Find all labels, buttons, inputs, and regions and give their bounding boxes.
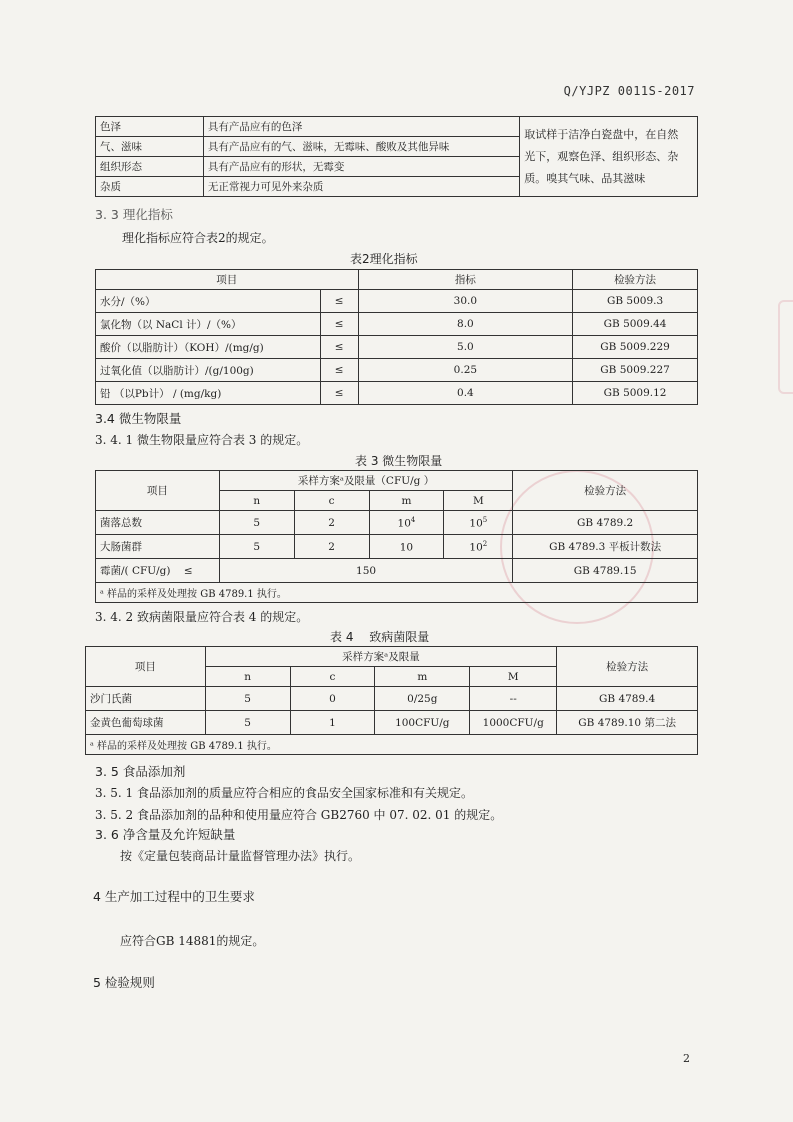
method-line: 质。嗅其气味、品其滋味 (524, 171, 646, 185)
table-cell: ≤ (320, 313, 358, 336)
table-cell: ≤ (320, 290, 358, 313)
mold-label: 霉菌/( CFU/g) (100, 565, 171, 577)
table-cell: 100CFU/g (375, 711, 470, 735)
table-cell: 氯化物（以 NaCl 计）/（%） (96, 313, 321, 336)
sensory-method-cell (520, 117, 698, 197)
header-cell: 项目 (96, 270, 359, 290)
table-note: ᵃ 样品的采样及处理按 GB 4789.1 执行。 (96, 583, 698, 603)
value-exponent: 4 (410, 515, 416, 524)
table-cell: 大肠菌群 (96, 535, 220, 559)
table-cell: 无正常视力可见外来杂质 (203, 177, 519, 197)
header-cell: 检验方法 (513, 471, 698, 511)
table4-pathogen (85, 646, 698, 755)
table-cell: 30.0 (358, 290, 573, 313)
table-header-row (86, 647, 698, 667)
table-row (96, 559, 698, 583)
table-row (86, 711, 698, 735)
header-cell: 采样方案ᵃ及限量 (205, 647, 556, 667)
table-cell: 过氧化值（以脂肪计）/(g/100g) (96, 359, 321, 382)
section-3-4-1-text: 3. 4. 1 微生物限量应符合表 3 的规定。 (95, 433, 309, 447)
table-cell: 1 (290, 711, 375, 735)
table-cell (96, 559, 220, 583)
table-cell: 0.4 (358, 382, 573, 405)
table-cell: 铅 （以Pb计） / (mg/kg) (96, 382, 321, 405)
section-3-5-2-text: 3. 5. 2 食品添加剂的品种和使用量应符合 GB2760 中 07. 02. 01 的规定。 (95, 808, 503, 822)
table-cell: 5 (205, 687, 290, 711)
value-base: 10 (469, 517, 483, 530)
table-cell: GB 5009.3 (573, 290, 698, 313)
table-cell: 水分/（%） (96, 290, 321, 313)
table-row (96, 313, 698, 336)
header-cell: M (470, 667, 557, 687)
table-cell: 组织形态 (96, 157, 204, 177)
table-cell: 5 (219, 511, 294, 535)
value-base: 10 (399, 541, 414, 554)
edge-seal-stamp (778, 300, 793, 394)
section-5-title: 5 检验规则 (93, 975, 155, 990)
table-cell: 金黄色葡萄球菌 (86, 711, 206, 735)
table-cell: GB 5009.229 (573, 336, 698, 359)
table-note-row (86, 735, 698, 755)
section-4-text: 应符合GB 14881的规定。 (120, 934, 265, 948)
table-cell (369, 535, 444, 559)
table-cell: 气、滋味 (96, 137, 204, 157)
table-cell: ≤ (320, 359, 358, 382)
table-cell: 2 (294, 511, 369, 535)
table-cell: 150 (219, 559, 512, 583)
table-cell: 1000CFU/g (470, 711, 557, 735)
header-cell: 检验方法 (573, 270, 698, 290)
header-cell: 指标 (358, 270, 573, 290)
header-cell: c (294, 491, 369, 511)
table-row (96, 117, 698, 137)
table-note: ᵃ 样品的采样及处理按 GB 4789.1 执行。 (86, 735, 698, 755)
table-cell (444, 511, 513, 535)
table-cell: 0 (290, 687, 375, 711)
value-exponent: 2 (482, 539, 488, 548)
table-cell: GB 4789.4 (557, 687, 698, 711)
header-cell: c (290, 667, 375, 687)
table-cell (369, 511, 444, 535)
table-cell: 具有产品应有的气、滋味，无霉味、酸败及其他异味 (203, 137, 519, 157)
table-cell: 8.0 (358, 313, 573, 336)
table-header-row (96, 270, 698, 290)
table-row (96, 535, 698, 559)
header-cell: 采样方案ᵃ及限量（CFU/g ） (219, 471, 512, 491)
table-cell: GB 5009.12 (573, 382, 698, 405)
method-line: 取试样于洁净白瓷盘中，在自然 (524, 127, 679, 141)
method-line: 光下，观察色泽、组织形态、杂 (524, 149, 679, 163)
table-cell: 酸价（以脂肪计）（KOH）/(mg/g) (96, 336, 321, 359)
table-cell: 具有产品应有的形状，无霉变 (203, 157, 519, 177)
table-cell: GB 5009.44 (573, 313, 698, 336)
section-3-3-text: 理化指标应符合表2的规定。 (122, 231, 274, 245)
table-cell (444, 535, 513, 559)
table-cell: 2 (294, 535, 369, 559)
table-row (96, 382, 698, 405)
section-4-title: 4 生产加工过程中的卫生要求 (93, 889, 255, 904)
table-cell: ≤ (320, 382, 358, 405)
table-cell: 0.25 (358, 359, 573, 382)
table-row (96, 290, 698, 313)
table-cell: 沙门氏菌 (86, 687, 206, 711)
section-3-4-2-text: 3. 4. 2 致病菌限量应符合表 4 的规定。 (95, 610, 309, 624)
table-cell: GB 4789.3 平板计数法 (513, 535, 698, 559)
header-cell: 项目 (96, 471, 220, 511)
page-number: 2 (683, 1052, 690, 1065)
header-cell: M (444, 491, 513, 511)
table3-caption: 表 3 微生物限量 (355, 454, 443, 468)
table-cell: 5.0 (358, 336, 573, 359)
value-exponent: 5 (482, 515, 488, 524)
header-cell: 检验方法 (557, 647, 698, 687)
table-row (96, 511, 698, 535)
header-cell: n (205, 667, 290, 687)
table-cell: 杂质 (96, 177, 204, 197)
table-cell: ≤ (320, 336, 358, 359)
table2-caption: 表2理化指标 (350, 252, 418, 266)
header-cell: m (375, 667, 470, 687)
table-cell: GB 4789.10 第二法 (557, 711, 698, 735)
table-cell: 0/25g (375, 687, 470, 711)
table-cell: 5 (219, 535, 294, 559)
table-row (96, 336, 698, 359)
header-cell: m (369, 491, 444, 511)
sensory-table (95, 116, 698, 197)
table-note-row (96, 583, 698, 603)
document-code: Q/YJPZ 0011S-2017 (563, 84, 695, 98)
value-base: 10 (397, 517, 411, 530)
table-cell: 色泽 (96, 117, 204, 137)
table4-caption: 表 4 致病菌限量 (330, 630, 430, 644)
table-cell: -- (470, 687, 557, 711)
table-row (96, 359, 698, 382)
section-3-6-title: 3. 6 净含量及允许短缺量 (95, 827, 236, 842)
table-header-row (96, 471, 698, 491)
header-cell: 项目 (86, 647, 206, 687)
value-base: 10 (469, 541, 483, 554)
table2-physicochemical (95, 269, 698, 405)
table-cell: 具有产品应有的色泽 (203, 117, 519, 137)
header-cell: n (219, 491, 294, 511)
section-3-6-text: 按《定量包装商品计量监督管理办法》执行。 (120, 849, 361, 863)
section-3-3-title: 3. 3 理化指标 (95, 207, 173, 222)
mold-op: ≤ (183, 565, 193, 577)
table-cell: GB 4789.2 (513, 511, 698, 535)
table-cell: 菌落总数 (96, 511, 220, 535)
table-row (86, 687, 698, 711)
table-cell: GB 5009.227 (573, 359, 698, 382)
section-3-4-title: 3.4 微生物限量 (95, 411, 182, 426)
section-3-5-title: 3. 5 食品添加剂 (95, 764, 186, 779)
table-cell: 5 (205, 711, 290, 735)
table3-microbial (95, 470, 698, 603)
table-cell: GB 4789.15 (513, 559, 698, 583)
section-3-5-1-text: 3. 5. 1 食品添加剂的质量应符合相应的食品安全国家标准和有关规定。 (95, 786, 473, 800)
